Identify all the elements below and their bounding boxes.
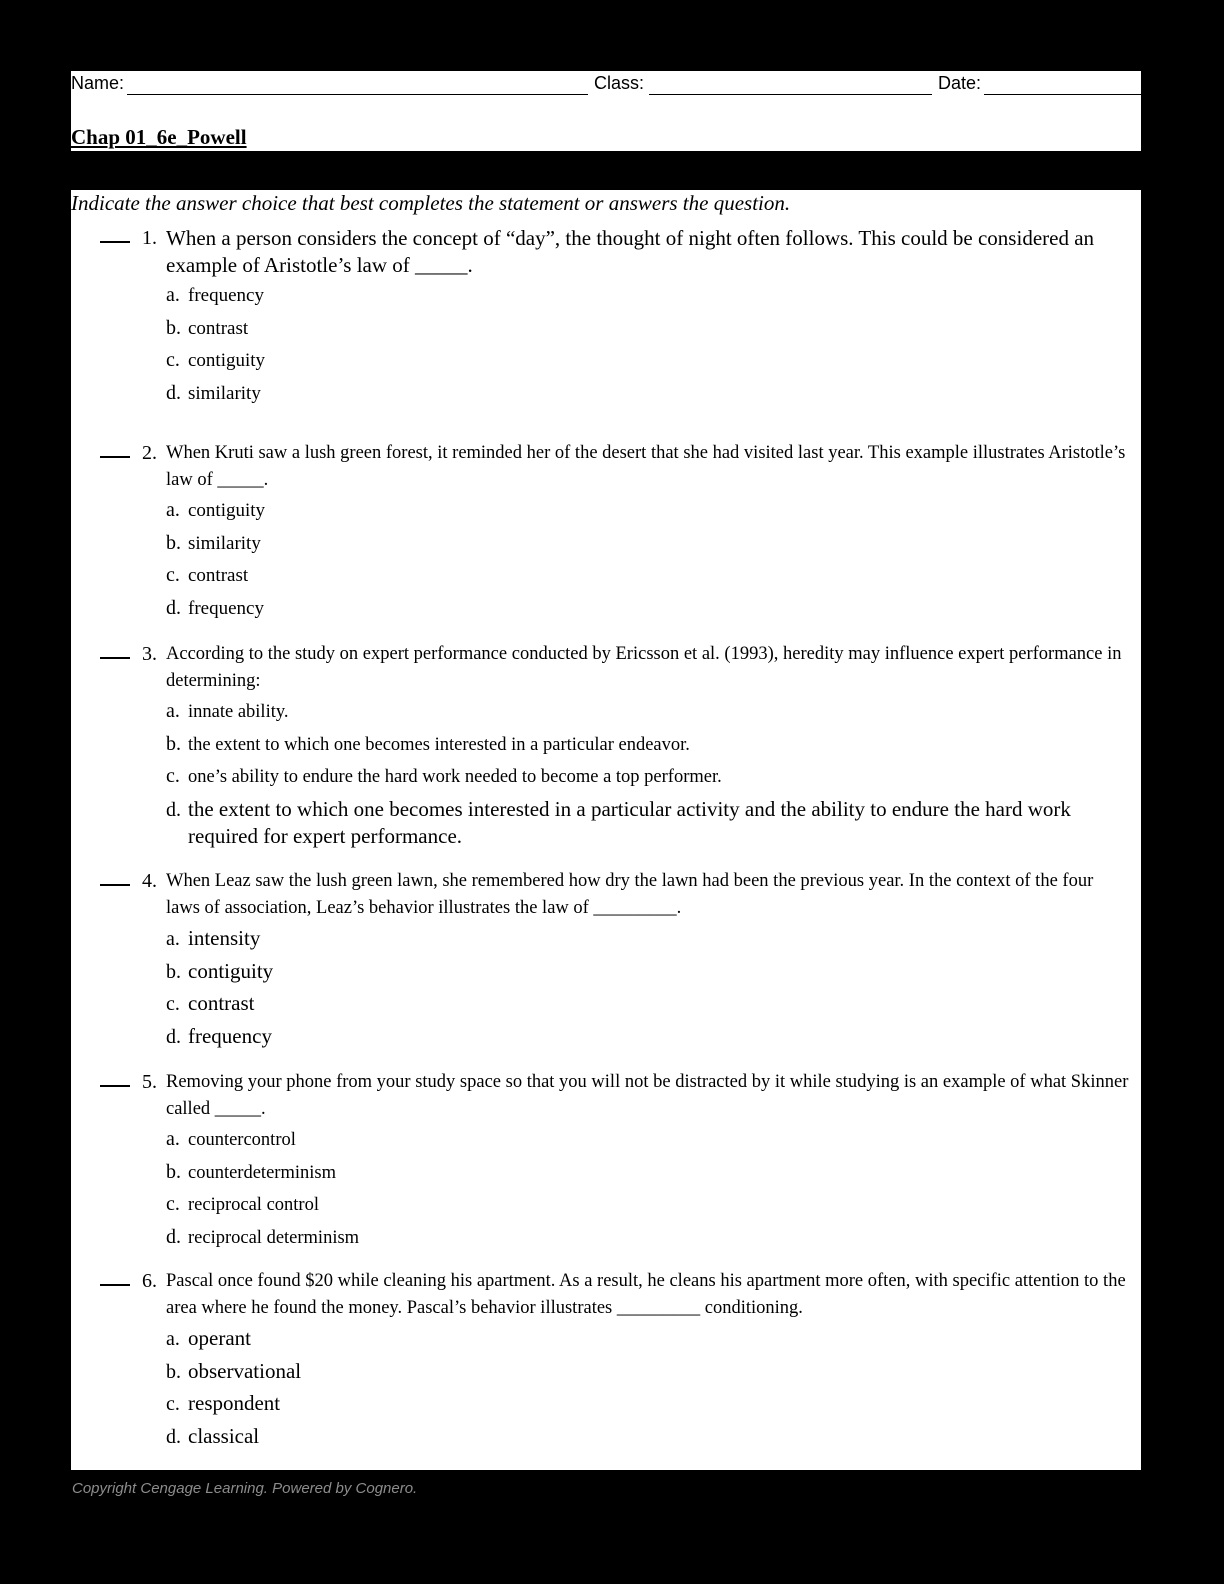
name-field[interactable] [127, 94, 588, 95]
quiz-panel [71, 190, 1141, 1470]
question-text: Removing your phone from your study space so that you will not be distracted by it while studying is an example of what Skinner called _____. [166, 1072, 1129, 1119]
answer-blank[interactable] [100, 884, 130, 886]
answer-blank[interactable] [100, 1085, 130, 1087]
choice-d: d. frequency [166, 597, 264, 619]
question-number: 3. [142, 643, 157, 665]
choice-b: b. observational [166, 1359, 302, 1383]
question-text: When Kruti saw a lush green forest, it reminded her of the desert that she had visited last year. This example illustrates Aristotle’s law of _____. [166, 443, 1126, 490]
class-label: Class: [594, 73, 645, 93]
choice-d: d. classical [166, 1424, 260, 1448]
student-info-row [71, 71, 1141, 97]
date-label: Date: [938, 73, 982, 93]
class-field[interactable] [649, 94, 932, 95]
choice-a: a. operant [166, 1326, 251, 1350]
question-number: 1. [142, 227, 157, 249]
choice-b: b. contiguity [166, 959, 274, 983]
choice-b: b. the extent to which one becomes interested in a particular endeavor. [166, 733, 690, 755]
choice-c: c. contiguity [166, 349, 266, 371]
date-field[interactable] [984, 94, 1141, 95]
choice-a: a. innate ability. [166, 700, 289, 722]
copyright-footer: Copyright Cengage Learning. Powered by Cognero. [72, 1480, 418, 1497]
choice-b: b. similarity [166, 532, 261, 554]
choice-d: d. similarity [166, 382, 261, 404]
choice-c: c. contrast [166, 564, 249, 586]
question-text: Pascal once found $20 while cleaning his apartment. As a result, he cleans his apartment more often, with specific attention to the area where he found the money. Pascal’s behavior illustrates _________ conditioning. [166, 1271, 1126, 1318]
choice-c: c. contrast [166, 991, 255, 1015]
choice-d: d. reciprocal determinism [166, 1226, 360, 1248]
choice-a: a. countercontrol [166, 1128, 296, 1150]
question-number: 5. [142, 1071, 157, 1093]
chapter-title: Chap 01_6e_Powell [71, 125, 247, 149]
question-number: 4. [142, 870, 157, 892]
header-panel [71, 71, 1141, 151]
choice-a: a. frequency [166, 284, 264, 306]
answer-blank[interactable] [100, 456, 130, 458]
question-text: When Leaz saw the lush green lawn, she remembered how dry the lawn had been the previous year. In the context of the four laws of association, Leaz’s behavior illustrates the law of _________. [166, 871, 1094, 918]
answer-blank[interactable] [100, 1284, 130, 1286]
question-number: 2. [142, 442, 157, 464]
choice-d: d. frequency [166, 1024, 272, 1048]
answer-blank[interactable] [100, 657, 130, 659]
choice-d: d. the extent to which one becomes interested in a particular activity and the ability to endure the hard work required for expert performance. [166, 797, 1071, 848]
choice-a: a. intensity [166, 926, 261, 950]
choice-b: b. contrast [166, 317, 249, 339]
instructions: Indicate the answer choice that best completes the statement or answers the question. [71, 191, 791, 215]
answer-blank[interactable] [100, 241, 130, 243]
choice-c: c. one’s ability to endure the hard work needed to become a top performer. [166, 765, 722, 787]
question-text: When a person considers the concept of “day”, the thought of night often follows. This could be considered an example of Aristotle’s law of _____. [166, 226, 1095, 277]
name-label: Name: [71, 73, 125, 93]
choice-b: b. counterdeterminism [166, 1161, 336, 1183]
choice-c: c. respondent [166, 1391, 281, 1415]
question-number: 6. [142, 1270, 157, 1292]
choice-a: a. contiguity [166, 499, 266, 521]
question-text: According to the study on expert performance conducted by Ericsson et al. (1993), heredity may influence expert performance in determining: [166, 644, 1122, 691]
choice-c: c. reciprocal control [166, 1193, 319, 1215]
